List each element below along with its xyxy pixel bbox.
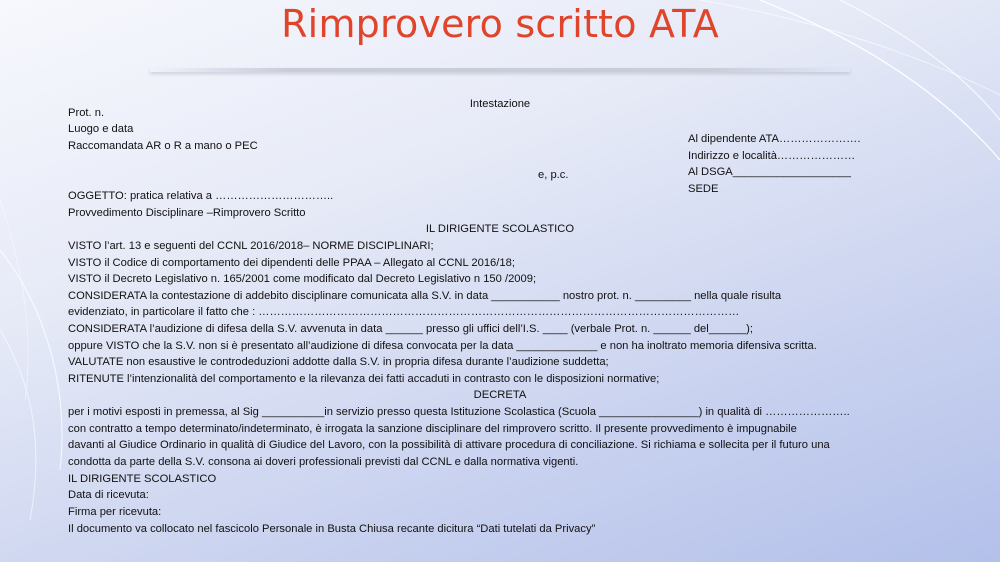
decreta-line: davanti al Giudice Ordinario in qualità di Giudice del Lavoro, con la possibilità di attivare procedura di conciliazione. Si richiama e sollecita per il futuro una xyxy=(68,439,830,451)
body-line: VISTO il Decreto Legislativo n. 165/2001 come modificato dal Decreto Legislativo n 150 /2009; xyxy=(68,273,537,285)
privacy-note-line: Il documento va collocato nel fascicolo Personale in Busta Chiusa recante dicitura “Dati tutelati da Privacy” xyxy=(68,523,596,535)
recipient-dsga: Al DSGA___________________ xyxy=(688,166,851,178)
body-line: CONSIDERATA l’audizione di difesa della S.V. avvenuta in data ______ presso gli uffici dell’I.S. ____ (verbale Prot. n. ______ del______); xyxy=(68,323,753,335)
body-line: oppure VISTO che la S.V. non si è presentato all’audizione di difesa convocata per la data _____________ e non ha inoltrato memoria difensiva scritta. xyxy=(68,340,817,352)
body-line: VISTO il Codice di comportamento dei dipendenti delle PPAA – Allegato al CCNL 2016/18; xyxy=(68,257,515,269)
body-line: evidenziato, in particolare il fatto che : ………………………………………………………………………………………………………………… xyxy=(68,306,740,318)
oggetto-line: OGGETTO: pratica relativa a ………………………….. xyxy=(68,190,334,202)
intestazione-label: Intestazione xyxy=(469,98,531,110)
raccomandata-line: Raccomandata AR o R a mano o PEC xyxy=(68,140,258,152)
slide-title: Rimprovero scritto ATA xyxy=(281,2,719,46)
decreta-line: condotta da parte della S.V. consona ai doveri professionali previsti dal CCNL e dalla normativa vigenti. xyxy=(68,456,579,468)
decreta-heading: DECRETA xyxy=(473,389,527,401)
prot-line: Prot. n. xyxy=(68,107,105,119)
signature-dirigente: IL DIRIGENTE SCOLASTICO xyxy=(68,473,217,485)
recipient-ata: Al dipendente ATA…………………. xyxy=(688,133,861,145)
body-line: VALUTATE non esaustive le controdeduzioni addotte dalla S.V. in propria difesa durante l’audizione suddetta; xyxy=(68,356,609,368)
title-divider xyxy=(150,68,850,72)
data-ricevuta-line: Data di ricevuta: xyxy=(68,489,149,501)
recipient-address: Indirizzo e località………………… xyxy=(688,150,856,162)
recipient-sede: SEDE xyxy=(688,183,719,195)
body-line: RITENUTE l’intenzionalità del comportamento e la rilevanza dei fatti accaduti in contrasto con le disposizioni normative; xyxy=(68,373,660,385)
epc-label: e, p.c. xyxy=(538,169,569,181)
body-line: VISTO l’art. 13 e seguenti del CCNL 2016/2018– NORME DISCIPLINARI; xyxy=(68,240,434,252)
dirigente-heading: IL DIRIGENTE SCOLASTICO xyxy=(425,223,575,235)
decreta-line: per i motivi esposti in premessa, al Sig __________in servizio presso questa Istituzione Scolastica (Scuola ________________) in qualità di ………………….. xyxy=(68,406,850,418)
decreta-line: con contratto a tempo determinato/indeterminato, è irrogata la sanzione disciplinare del rimprovero scritto. Il presente provvedimento è impugnabile xyxy=(68,423,797,435)
luogo-data-line: Luogo e data xyxy=(68,123,134,135)
body-line: CONSIDERATA la contestazione di addebito disciplinare comunicata alla S.V. in data ___________ nostro prot. n. _________ nella quale risulta xyxy=(68,290,782,302)
provvedimento-line: Provvedimento Disciplinare –Rimprovero Scritto xyxy=(68,207,306,219)
firma-ricevuta-line: Firma per ricevuta: xyxy=(68,506,162,518)
